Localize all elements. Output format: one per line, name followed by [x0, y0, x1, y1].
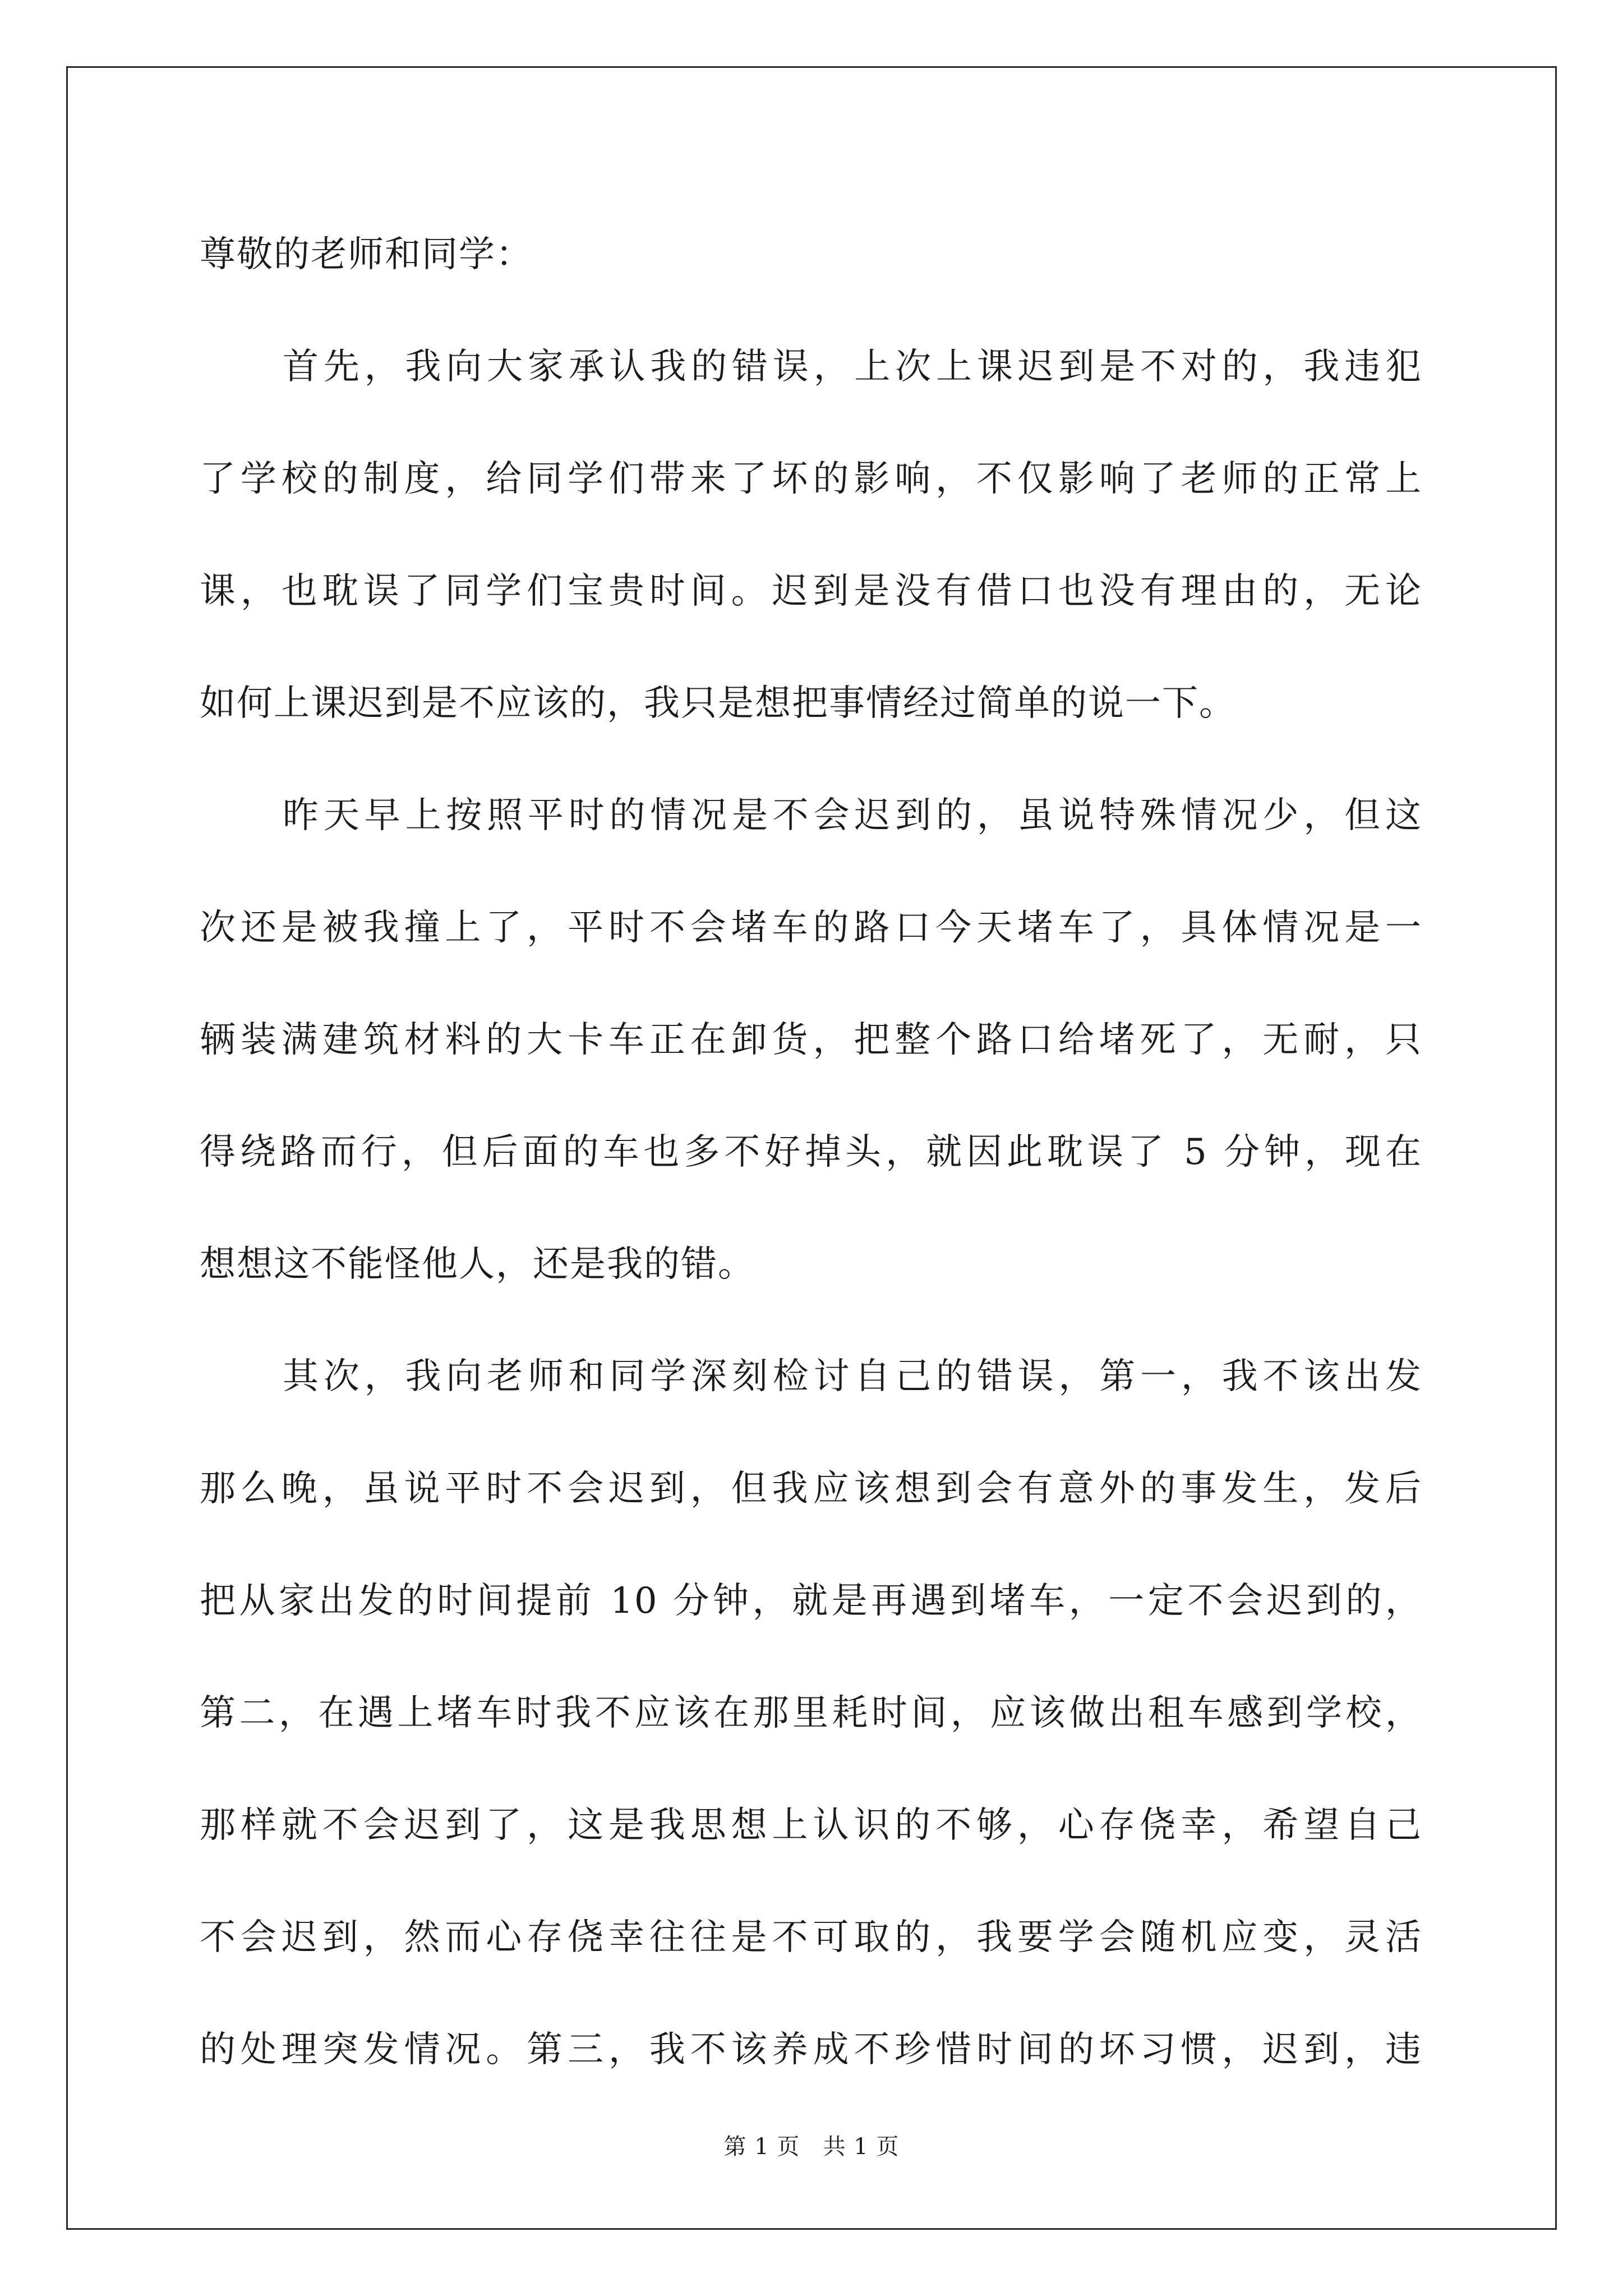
paragraph-line: 那么晚，虽说平时不会迟到，但我应该想到会有意外的事发生，发后 [200, 1468, 1422, 1510]
paragraph-line: 如何上课迟到是不应该的，我只是想把事情经过简单的说一下。 [200, 683, 1236, 724]
page-total: 共 1 页 [823, 2134, 900, 2160]
page-number: 第 1 页 [723, 2134, 800, 2160]
paragraph-line: 次还是被我撞上了，平时不会堵车的路口今天堵车了，具体情况是一 [200, 907, 1422, 949]
paragraph-line: 首先，我向大家承认我的错误，上次上课迟到是不对的，我违犯 [283, 346, 1422, 388]
paragraph-line: 昨天早上按照平时的情况是不会迟到的，虽说特殊情况少，但这 [283, 795, 1422, 836]
salutation: 尊敬的老师和同学： [200, 234, 533, 275]
paragraph-line: 了学校的制度，给同学们带来了坏的影响，不仅影响了老师的正常上 [200, 458, 1422, 500]
paragraph-line: 课，也耽误了同学们宝贵时间。迟到是没有借口也没有理由的，无论 [200, 570, 1422, 612]
paragraph-line: 想想这不能怪他人，还是我的错。 [200, 1244, 755, 1285]
paragraph-line: 那样就不会迟到了，这是我思想上认识的不够，心存侥幸，希望自己 [200, 1805, 1422, 1846]
document-body [200, 221, 1422, 2128]
page-footer [0, 2129, 1623, 2161]
paragraph-line: 第二，在遇上堵车时我不应该在那里耗时间，应该做出租车感到学校， [200, 1692, 1422, 1734]
paragraph-line: 不会迟到，然而心存侥幸往往是不可取的，我要学会随机应变，灵活 [200, 1917, 1422, 1958]
paragraph-line: 辆装满建筑材料的大卡车正在卸货，把整个路口给堵死了，无耐，只 [200, 1019, 1422, 1061]
paragraph-line: 得绕路而行，但后面的车也多不好掉头，就因此耽误了 5 分钟，现在 [200, 1131, 1422, 1173]
paragraph-line: 把从家出发的时间提前 10 分钟，就是再遇到堵车，一定不会迟到的， [200, 1580, 1422, 1622]
paragraph-line: 的处理突发情况。第三，我不该养成不珍惜时间的坏习惯，迟到，违 [200, 2029, 1422, 2070]
paragraph-line: 其次，我向老师和同学深刻检讨自己的错误，第一，我不该出发 [283, 1356, 1422, 1397]
